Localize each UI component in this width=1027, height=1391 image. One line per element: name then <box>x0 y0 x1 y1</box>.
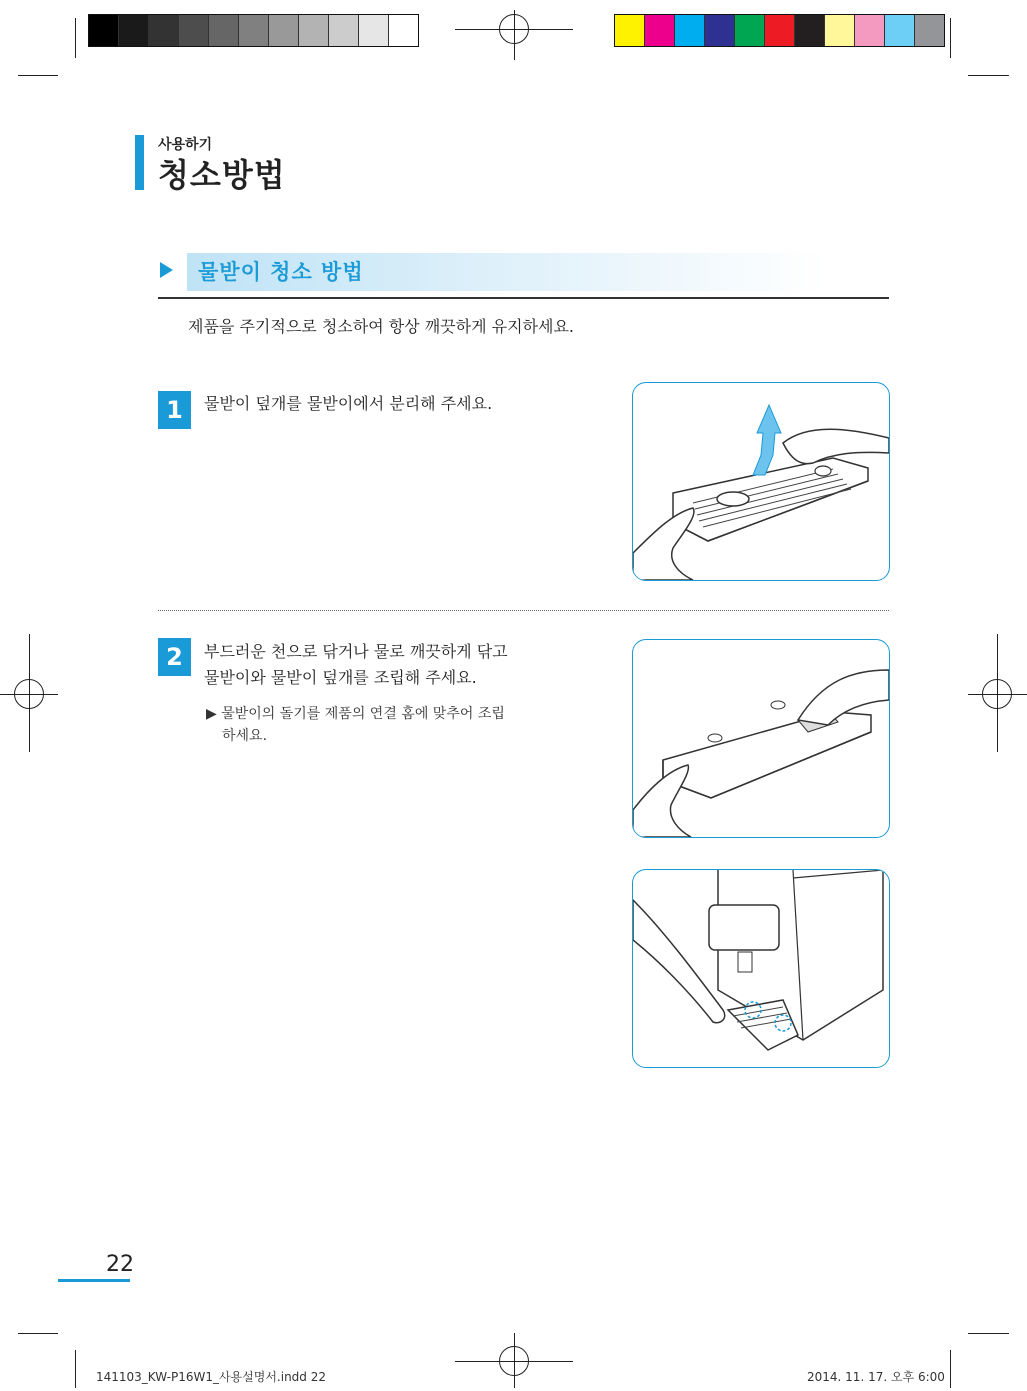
step-2-note-line1: ▶ 물받이의 돌기를 제품의 연결 홈에 맞추어 조립 <box>206 706 505 722</box>
grayscale-swatch <box>239 15 269 46</box>
drip-tray-assembly-illustration <box>632 869 890 1068</box>
crop-mark <box>968 75 1009 76</box>
color-swatch <box>615 15 645 46</box>
color-swatch <box>765 15 795 46</box>
grayscale-swatch <box>329 15 359 46</box>
color-swatch <box>855 15 885 46</box>
section-accent-bar <box>135 135 144 190</box>
step-1-text: 물받이 덮개를 물받이에서 분리해 주세요. <box>204 394 493 413</box>
topic-title: 물받이 청소 방법 <box>198 260 364 284</box>
footer-file-name: 141103_KW-P16W1_사용설명서.indd 22 <box>96 1370 326 1384</box>
grayscale-swatch <box>89 15 119 46</box>
step-divider <box>158 610 889 611</box>
color-swatch <box>885 15 915 46</box>
grayscale-swatch <box>389 15 418 46</box>
crop-mark <box>75 18 76 58</box>
grayscale-color-bar <box>88 14 419 47</box>
intro-text: 제품을 주기적으로 청소하여 항상 깨끗하게 유지하세요. <box>188 317 575 336</box>
crop-mark <box>968 1333 1009 1334</box>
color-swatch <box>825 15 855 46</box>
color-swatch <box>795 15 825 46</box>
grayscale-swatch <box>299 15 329 46</box>
color-swatch <box>915 15 944 46</box>
crop-mark <box>950 18 951 58</box>
grayscale-swatch <box>149 15 179 46</box>
drip-tray-cover-removal-illustration <box>632 382 890 581</box>
grayscale-swatch <box>209 15 239 46</box>
step-2-text-line1: 부드러운 천으로 닦거나 물로 깨끗하게 닦고 <box>204 642 508 661</box>
crop-mark <box>18 75 58 76</box>
crop-mark <box>18 1333 58 1334</box>
triangle-right-icon <box>160 262 173 278</box>
grayscale-swatch <box>269 15 299 46</box>
color-swatch <box>675 15 705 46</box>
process-color-bar <box>614 14 945 47</box>
topic-divider <box>158 297 889 299</box>
step-2-badge: 2 <box>158 638 191 676</box>
page-title: 청소방법 <box>158 156 286 194</box>
page-number: 22 <box>106 1252 134 1277</box>
crop-mark <box>75 1350 76 1388</box>
color-swatch <box>705 15 735 46</box>
step-2-note-line2: 하세요. <box>222 728 268 744</box>
page-number-underline <box>58 1279 130 1282</box>
step-2-text-line2: 물받이와 물받이 덮개를 조립해 주세요. <box>204 668 477 687</box>
grayscale-swatch <box>359 15 389 46</box>
crop-mark <box>950 1350 951 1388</box>
step-1-badge: 1 <box>158 391 191 429</box>
grayscale-swatch <box>119 15 149 46</box>
drip-tray-wiping-illustration <box>632 639 890 838</box>
section-label: 사용하기 <box>158 137 213 153</box>
color-swatch <box>645 15 675 46</box>
footer-date: 2014. 11. 17. 오후 6:00 <box>807 1370 945 1384</box>
color-swatch <box>735 15 765 46</box>
grayscale-swatch <box>179 15 209 46</box>
